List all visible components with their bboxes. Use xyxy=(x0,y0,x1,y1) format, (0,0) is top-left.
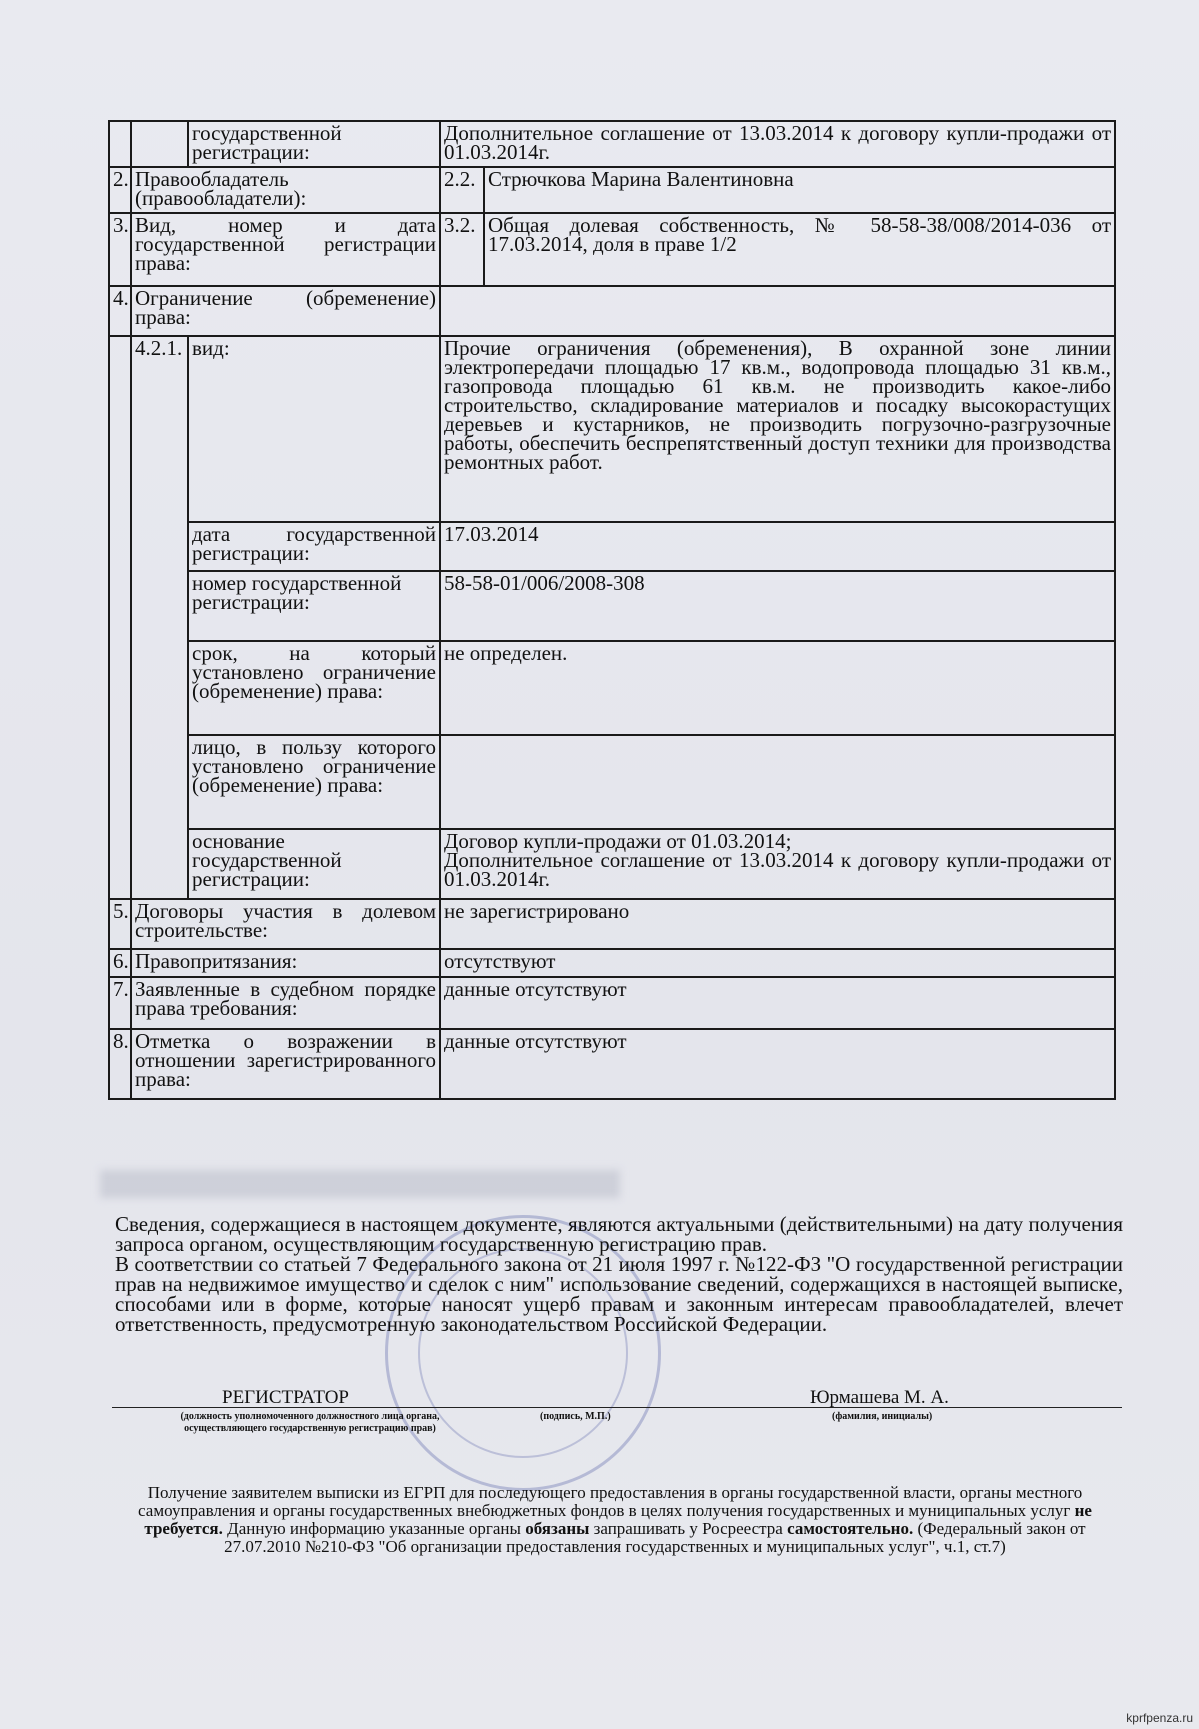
table-row xyxy=(109,641,1115,735)
row-label: дата государственной регистрации: xyxy=(188,522,440,571)
basis-line-1: Договор купли-продажи от 01.03.2014; xyxy=(444,829,792,853)
table-row xyxy=(109,213,1115,286)
registrar-name: Юрмашева М. А. xyxy=(810,1387,949,1408)
table-row xyxy=(109,121,1115,167)
row-label: Договоры участия в долевом строительстве: xyxy=(131,899,440,949)
caption-position: (должность уполномоченного должностного лица органа, осуществляющего государственную регистрацию прав) xyxy=(180,1411,440,1434)
table-row xyxy=(109,286,1115,336)
footer-notice: Получение заявителем выписки из ЕГРП для последующего предоставления в органы государственной власти, органы местного самоуправления и органы государственных внебюджетных фондов в целях получения государственных и муниципальных услуг не требуется. Данную информацию указанные органы обязаны запрашивать у Росреестра самостоятельно. (Федеральный закон от 27.07.2010 №210-ФЗ "Об организации предоставления государственных и муниципальных услуг", ч.1, ст.7) xyxy=(138,1483,1092,1556)
row-number: 7. xyxy=(109,977,131,1029)
row-number: 6. xyxy=(109,949,131,977)
row-number: 5. xyxy=(109,899,131,949)
basis-line-2: Дополнительное соглашение от 13.03.2014 к договору купли-продажи от 01.03.2014г. xyxy=(444,848,1112,891)
table-row xyxy=(109,829,1115,899)
row-label: Правопритязания: xyxy=(131,949,440,977)
row-value: Дополнительное соглашение от 13.03.2014 к договору купли-продажи от 01.03.2014г. xyxy=(440,121,1115,167)
table-row xyxy=(109,899,1115,949)
site-watermark: kprfpenza.ru xyxy=(1126,1711,1193,1725)
table-row xyxy=(109,167,1115,213)
row-value: 58-58-01/006/2008-308 xyxy=(440,571,1115,641)
table-row xyxy=(109,735,1115,829)
caption-name: (фамилия, инициалы) xyxy=(832,1411,933,1422)
row-value xyxy=(440,735,1115,829)
row-label: вид: xyxy=(188,336,440,522)
row-value: 17.03.2014 xyxy=(440,522,1115,571)
row-number: 2. xyxy=(109,167,131,213)
table-row xyxy=(109,571,1115,641)
row-subnumber: 4.2.1. xyxy=(131,336,188,899)
table-row xyxy=(109,336,1115,522)
row-value: данные отсутствуют xyxy=(440,977,1115,1029)
signature-line xyxy=(112,1407,1122,1408)
row-number: 8. xyxy=(109,1029,131,1099)
row-value: не определен. xyxy=(440,641,1115,735)
row-value: данные отсутствуют xyxy=(440,1029,1115,1099)
table-row xyxy=(109,949,1115,977)
row-number: 4. xyxy=(109,286,131,336)
row-value: Общая долевая собственность, № 58-58-38/008/2014-036 от 17.03.2014, доля в праве 1/2 xyxy=(484,213,1115,286)
row-label: Вид, номер и дата государственной регистрации права: xyxy=(131,213,440,286)
row-value: Стрючкова Марина Валентиновна xyxy=(484,167,1115,213)
row-label: основание государственной регистрации: xyxy=(188,829,440,899)
registrar-role: РЕГИСТРАТОР xyxy=(222,1387,349,1408)
row-value xyxy=(440,829,1115,899)
redaction-blur xyxy=(100,1170,620,1198)
law-paragraph: В соответствии со статьей 7 Федерального закона от 21 июля 1997 г. №122-ФЗ "О государственной регистрации прав на недвижимое имущество и сделок с ним" использование сведений, содержащихся в настоящей выписке, способами или в форме, которые наносят ущерб правам и законным интересам правообладателей, влечет ответственность, предусмотренную законодательством Российской Федерации. xyxy=(115,1252,1123,1336)
caption-signature: (подпись, М.П.) xyxy=(540,1411,611,1422)
row-label: срок, на который установлено ограничение (обременение) права: xyxy=(188,641,440,735)
table-row xyxy=(109,1029,1115,1099)
validity-paragraph: Сведения, содержащиеся в настоящем документе, являются актуальными (действительными) на дату получения запроса органом, осуществляющим государственную регистрацию прав. xyxy=(115,1212,1123,1256)
row-number: 3. xyxy=(109,213,131,286)
row-subnumber: 3.2. xyxy=(440,213,484,286)
table-row xyxy=(109,522,1115,571)
row-value: не зарегистрировано xyxy=(440,899,1115,949)
row-label: лицо, в пользу которого установлено ограничение (обременение) права: xyxy=(188,735,440,829)
row-label: государственной регистрации: xyxy=(188,121,440,167)
row-label: Ограничение (обременение) права: xyxy=(131,286,440,336)
table-row xyxy=(109,977,1115,1029)
row-value: отсутствуют xyxy=(440,949,1115,977)
row-label: Заявленные в судебном порядке права требования: xyxy=(131,977,440,1029)
row-label: Отметка о возражении в отношении зарегистрированного права: xyxy=(131,1029,440,1099)
registry-table xyxy=(108,120,1116,1100)
row-label: Правообладатель (правообладатели): xyxy=(131,167,440,213)
row-subnumber: 2.2. xyxy=(440,167,484,213)
row-value: Прочие ограничения (обременения), В охранной зоне линии электропередачи площадью 17 кв.м., водопровода площадью 31 кв.м., газопровода площадью 61 кв.м. не производить какое-либо строительство, складирование материалов и посадку высокорастущих деревьев и кустарников, не производить погрузочно-разгрузочные работы, обеспечить беспрепятственный доступ техники для производства ремонтных работ. xyxy=(440,336,1115,522)
row-label: номер государственной регистрации: xyxy=(188,571,440,641)
